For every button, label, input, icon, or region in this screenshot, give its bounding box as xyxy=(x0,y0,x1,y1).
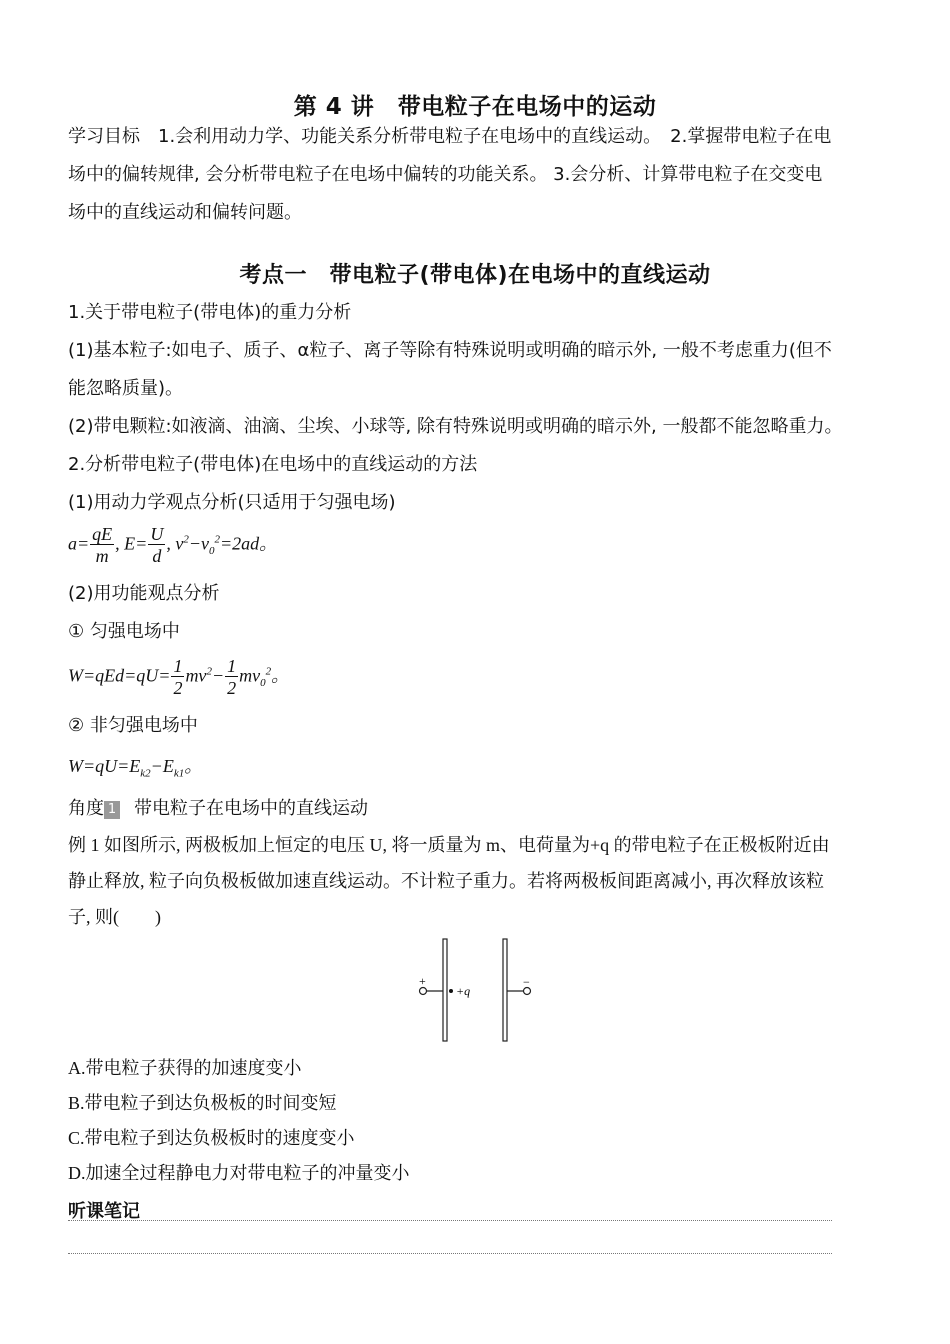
notes-line-1 xyxy=(68,1220,832,1221)
angle-number-badge: 1 xyxy=(104,801,120,819)
negative-plate xyxy=(503,939,507,1041)
formula-uniform-work: W=qEd=qU= $\frac{1}{2}$ $mv^2-$ $\frac{1}{2}$ $mv_0^2$。 xyxy=(68,656,290,698)
case-uniform-field: ① 匀强电场中 xyxy=(68,621,180,642)
angle-heading xyxy=(68,790,368,828)
positive-plate xyxy=(443,939,447,1041)
section-title: 考点一 带电粒子(带电体)在电场中的直线运动 xyxy=(239,263,711,288)
para-basic-particle-a: (1)基本粒子:如电子、质子、α粒子、离子等除有特殊说明或明确的暗示外, 一般不考虑重力(但不 xyxy=(68,340,832,361)
angle-text: 带电粒子在电场中的直线运动 xyxy=(134,798,368,819)
goals-text-1: 1.会利用动力学、功能关系分析带电粒子在电场中的直线运动。 2.掌握带电粒子在电 xyxy=(158,126,832,147)
answer-options xyxy=(68,1051,886,1191)
notes-line-2 xyxy=(68,1253,832,1254)
option-a[interactable]: A.带电粒子获得的加速度变小 xyxy=(68,1058,302,1078)
fraction-U-over-d: $\frac{U}{d}$ xyxy=(150,524,164,566)
para-basic-particle-b: 能忽略质量)。 xyxy=(68,378,184,399)
section-body-3 xyxy=(68,707,886,745)
notes-label: 听课笔记 xyxy=(68,1201,140,1222)
formula-dynamics: a= $\frac{qE}{m}$ , E= $\frac{U}{d}$ , $v^2-v_0^2=2ad$。 xyxy=(68,524,278,566)
positive-sign: + xyxy=(419,974,426,988)
option-b[interactable]: B.带电粒子到达负极板的时间变短 xyxy=(68,1093,337,1113)
option-d[interactable]: D.加速全过程静电力对带电粒子的冲量变小 xyxy=(68,1163,410,1183)
example-line-1: 例 1 如图所示, 两极板加上恒定的电压 U, 将一质量为 m、电荷量为+q 的带电粒子在正极板附近由 xyxy=(68,835,830,855)
fraction-qE-over-m: $\frac{qE}{m}$ xyxy=(92,524,113,566)
negative-sign: − xyxy=(523,975,530,989)
heading-gravity: 1.关于带电粒子(带电体)的重力分析 xyxy=(68,302,352,323)
example-1 xyxy=(68,827,886,935)
example-line-3: 子, 则( ) xyxy=(68,907,161,927)
goals-line-1 xyxy=(68,118,886,156)
heading-methods: 2.分析带电粒子(带电体)在电场中的直线运动的方法 xyxy=(68,454,478,475)
goals-line-2: 场中的偏转规律, 会分析带电粒子在电场中偏转的功能关系。 3.会分析、计算带电粒子在交变电 xyxy=(68,164,823,185)
fraction-half: $\frac{1}{2}$ xyxy=(173,656,183,698)
goals-line-3: 场中的直线运动和偏转问题。 xyxy=(68,202,302,223)
option-c[interactable]: C.带电粒子到达负极板时的速度变小 xyxy=(68,1128,355,1148)
goals-label: 学习目标 xyxy=(68,126,140,147)
example-line-2: 静止释放, 粒子向负极板做加速直线运动。不计粒子重力。若将两极板间距离减小, 再次释放该粒 xyxy=(68,871,824,891)
parallel-plates-figure xyxy=(410,935,540,1045)
positive-terminal xyxy=(420,988,427,995)
para-charged-grain: (2)带电颗粒:如液滴、油滴、尘埃、小球等, 除有特殊说明或明确的暗示外, 一般都不能忽略重力。 xyxy=(68,416,843,437)
method-dynamics: (1)用动力学观点分析(只适用于匀强电场) xyxy=(68,492,396,513)
fraction-half-2: $\frac{1}{2}$ xyxy=(227,656,237,698)
charged-particle xyxy=(449,989,453,993)
learning-goals xyxy=(68,118,886,232)
section-body-2 xyxy=(68,575,886,651)
formula-nonuniform-work: $W=qU=E_{k2}-E_{k1}$。 xyxy=(68,756,203,780)
case-nonuniform-field: ② 非匀强电场中 xyxy=(68,715,198,736)
charge-label: +q xyxy=(456,984,471,998)
method-energy: (2)用功能观点分析 xyxy=(68,583,220,604)
lesson-title: 第 4 讲 带电粒子在电场中的运动 xyxy=(293,94,657,120)
angle-label: 角度 xyxy=(68,798,104,819)
section-body xyxy=(68,294,886,522)
